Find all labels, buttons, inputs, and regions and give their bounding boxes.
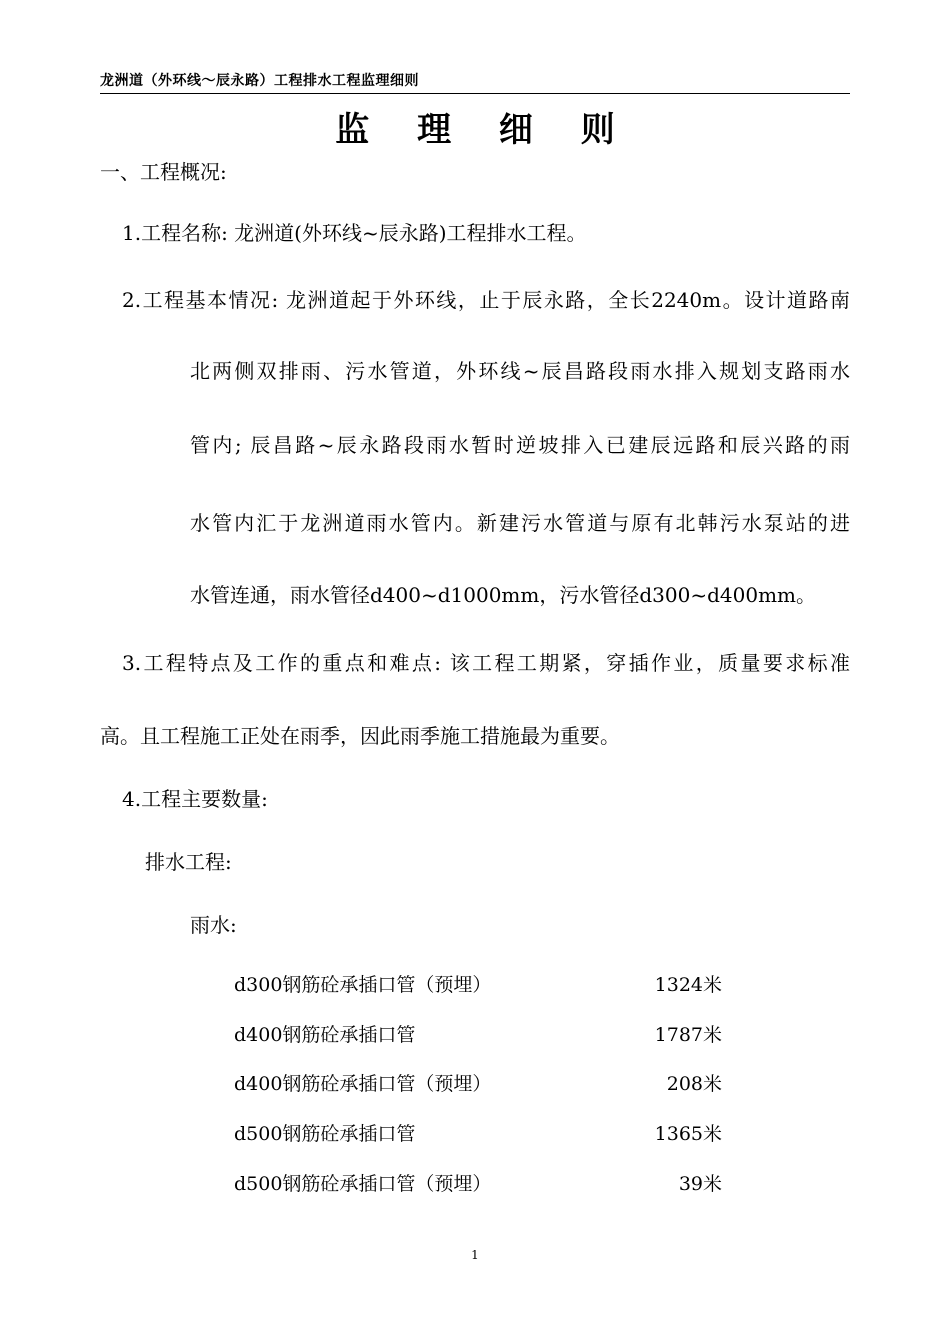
quantity-row (234, 1070, 722, 1098)
quantity-row (234, 1120, 722, 1148)
item-basic-info-line-1: 2.工程基本情况: 龙洲道起于外环线，止于辰永路，全长2240m。设计道路南 (122, 288, 850, 312)
quantity-item: d500钢筋砼承插口管（预埋） (234, 1173, 492, 1195)
item-features-line-2: 高。且工程施工正处在雨季，因此雨季施工措施最为重要。 (100, 724, 620, 748)
header-rule (100, 93, 850, 94)
quantity-value: 1324米 (654, 974, 722, 996)
item-basic-info-line-5: 水管连通，雨水管径d400~d1000mm，污水管径d300~d400mm。 (190, 583, 817, 607)
quantity-row (234, 971, 722, 999)
item-basic-info-line-2: 北两侧双排雨、污水管道，外环线~辰昌路段雨水排入规划支路雨水 (190, 359, 850, 383)
item-main-quantities: 4.工程主要数量: (122, 787, 268, 811)
quantity-value: 39米 (678, 1173, 722, 1195)
quantity-value: 1787米 (654, 1024, 722, 1046)
sub-heading-rain: 雨水: (190, 913, 237, 937)
item-basic-info-line-3: 管内; 辰昌路~辰永路段雨水暂时逆坡排入已建辰远路和辰兴路的雨 (190, 433, 850, 457)
page-number: 1 (471, 1248, 479, 1262)
quantity-item: d500钢筋砼承插口管 (234, 1123, 416, 1145)
item-features-line-1: 3.工程特点及工作的重点和难点: 该工程工期紧，穿插作业，质量要求标准 (122, 651, 850, 675)
quantity-value: 1365米 (654, 1123, 722, 1145)
quantity-row (234, 1170, 722, 1198)
document-title: 监 理 细 则 (335, 110, 633, 150)
item-project-name: 1.工程名称: 龙洲道(外环线~辰永路)工程排水工程。 (122, 221, 587, 245)
quantity-item: d400钢筋砼承插口管 (234, 1024, 416, 1046)
section-heading-overview: 一、工程概况: (100, 160, 227, 184)
quantity-item: d400钢筋砼承插口管（预埋） (234, 1073, 492, 1095)
running-header: 龙洲道（外环线～辰永路）工程排水工程监理细则 (100, 73, 419, 89)
quantity-item: d300钢筋砼承插口管（预埋） (234, 974, 492, 996)
item-basic-info-line-4: 水管内汇于龙洲道雨水管内。新建污水管道与原有北韩污水泵站的进 (190, 511, 850, 535)
quantity-value: 208米 (666, 1073, 722, 1095)
quantity-row (234, 1021, 722, 1049)
sub-heading-drainage: 排水工程: (145, 850, 232, 874)
